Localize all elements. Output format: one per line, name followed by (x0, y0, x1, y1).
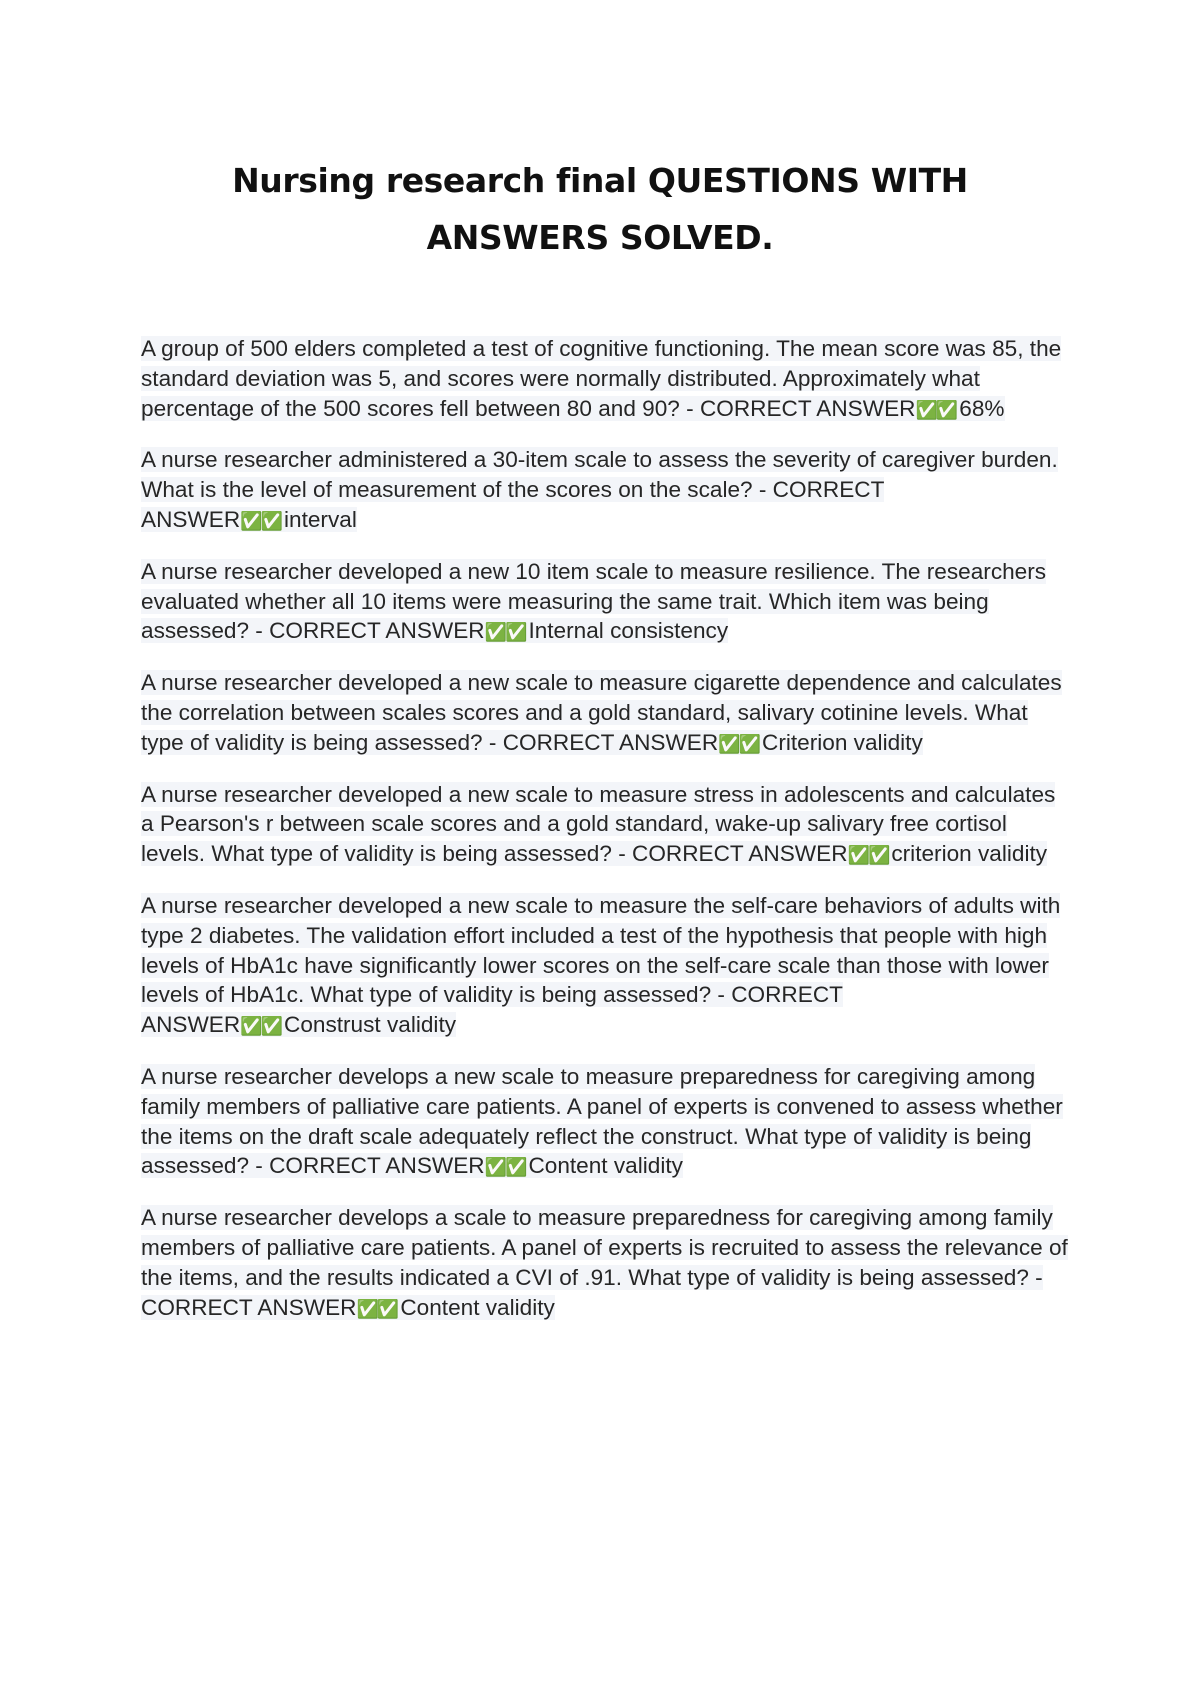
check-icon: ✅✅ (718, 733, 760, 755)
question-text: A nurse researcher developed a new scale to measure stress in adolescents and calculates a Pearson's r between scale scores and a gold standard, wake-up salivary free cortisol levels. What type of validity is being assessed? - CORRECT ANSWER (141, 781, 1056, 867)
answer-text: criterion validity (891, 841, 1048, 867)
qa-item (141, 891, 1071, 1042)
question-text: A group of 500 elders completed a test of cognitive functioning. The mean score was 85, the standard deviation was 5, and scores were normally distributed. Approximately what percentage of the 500 scores fell between 80 and 90? - CORRECT ANSWER (141, 336, 1062, 421)
question-text: A nurse researcher developed a new 10 item scale to measure resilience. The researchers evaluated whether all 10 items were measuring the same trait. Which item was being assessed? - CORRECT ANSWER (141, 558, 1047, 644)
question-text: A nurse researcher developed a new scale to measure cigarette dependence and calculates the correlation between scales scores and a gold standard, salivary cotinine levels. What type of validity is being assessed? - CORRECT ANSWER (141, 670, 1062, 755)
qa-list (141, 334, 1071, 1344)
question-text: A nurse researcher developed a new scale to measure the self-care behaviors of adults with type 2 diabetes. The validation effort included a test of the hypothesis that people with high levels of HbA1c have significantly lower scores on the self-care scale than those with lower levels of HbA1c. What type of validity is being assessed? - CORRECT ANSWER (141, 892, 1061, 1038)
answer-text: Content validity (400, 1294, 555, 1320)
answer-text: 68% (959, 395, 1005, 421)
check-icon: ✅✅ (847, 845, 889, 867)
answer-text: Criterion validity (762, 729, 923, 755)
qa-item (141, 334, 1071, 425)
answer-text: Construst validity (284, 1012, 457, 1038)
check-icon: ✅✅ (484, 1157, 526, 1179)
check-icon: ✅✅ (484, 622, 526, 644)
answer-text: Internal consistency (528, 618, 729, 644)
qa-item (141, 445, 1071, 536)
question-text: A nurse researcher administered a 30-item scale to assess the severity of caregiver burden. What is the level of measurement of the scores on the scale? - CORRECT ANSWER (141, 447, 1058, 532)
check-icon: ✅✅ (915, 399, 957, 421)
answer-text: Content validity (528, 1153, 683, 1179)
document-title: Nursing research final QUESTIONS WITH ANSWERS SOLVED. (232, 161, 968, 257)
qa-item (141, 780, 1071, 871)
check-icon: ✅✅ (240, 510, 281, 532)
qa-item (141, 557, 1071, 648)
qa-item (141, 1062, 1071, 1183)
answer-text: interval (284, 506, 357, 532)
question-text: A nurse researcher develops a scale to measure preparedness for caregiving among family members of palliative care patients. A panel of experts is recruited to assess the relevance of the items, and the results indicated a CVI of .91. What type of validity is being assessed? - CORRECT ANSWER (141, 1205, 1068, 1320)
qa-item (141, 668, 1071, 759)
qa-item (141, 1203, 1071, 1324)
check-icon: ✅✅ (356, 1298, 398, 1320)
check-icon: ✅✅ (240, 1016, 281, 1038)
question-text: A nurse researcher develops a new scale to measure preparedness for caregiving among family members of palliative care patients. A panel of experts is convened to assess whether the items on the draft scale adequately reflect the construct. What type of validity is being assessed? - CORRECT ANSWER (141, 1063, 1063, 1179)
